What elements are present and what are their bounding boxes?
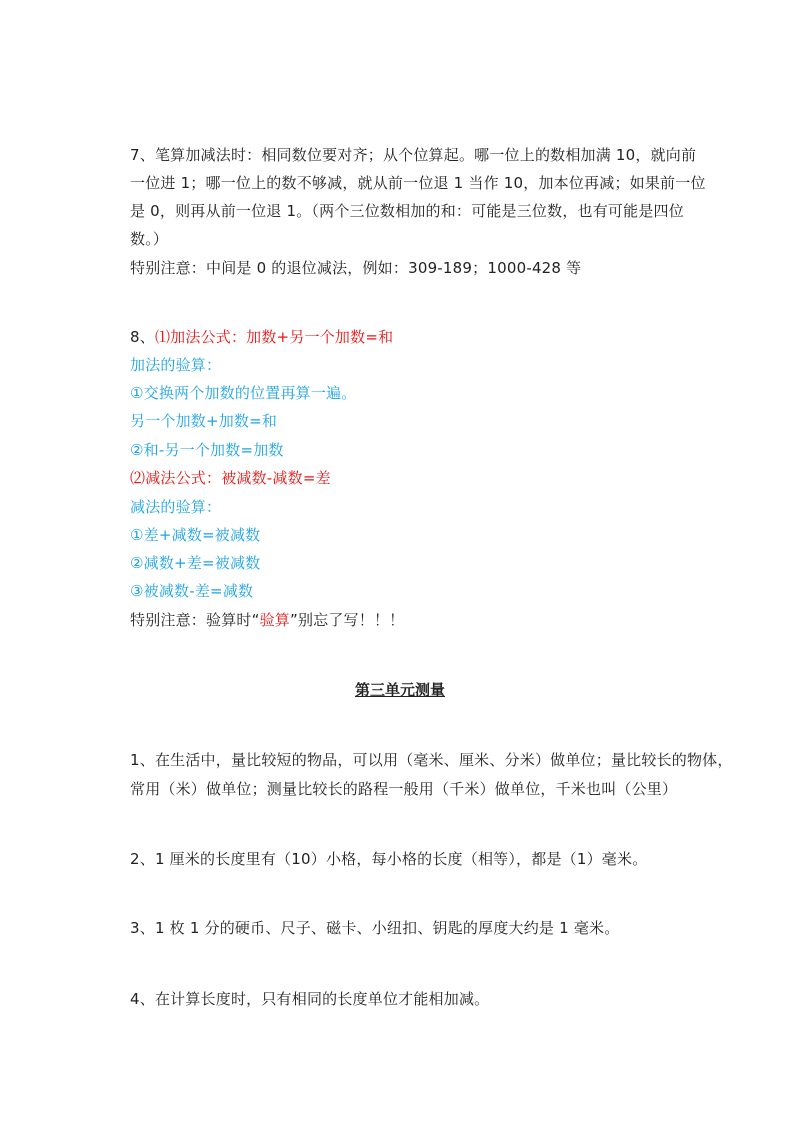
add-formula: ⑴加法公式：加数+另一个加数=和 bbox=[154, 328, 394, 346]
unit3-p1-line2: 常用（米）做单位；测量比较长的路程一般用（千米）做单位，千米也叫（公里） bbox=[130, 780, 678, 798]
unit3-p4: 4、在计算长度时，只有相同的长度单位才能相加减。 bbox=[130, 990, 490, 1008]
item8-add-formula-line bbox=[130, 327, 393, 347]
item7-note: 特别注意：中间是 0 的退位减法，例如：309-189；1000-428 等 bbox=[130, 259, 582, 277]
sub-formula: ⑵减法公式：被减数-减数=差 bbox=[130, 469, 331, 487]
item8-note bbox=[130, 610, 404, 630]
sub-check-1: ①差+减数=被减数 bbox=[130, 526, 261, 544]
item8-prefix: 8、 bbox=[130, 328, 155, 346]
add-check-3: ②和-另一个加数=加数 bbox=[130, 441, 284, 459]
section-title: 第三单元测量 bbox=[354, 681, 445, 699]
sub-check-2: ②减数+差=被减数 bbox=[130, 554, 261, 572]
item7-line3: 是 0，则再从前一位退 1。（两个三位数相加的和：可能是三位数，也有可能是四位 bbox=[130, 202, 684, 220]
note-highlight: 验算 bbox=[259, 611, 290, 629]
item7-line1: 7、笔算加减法时：相同数位要对齐；从个位算起。哪一位上的数相加满 10，就向前 bbox=[130, 146, 697, 164]
sub-check-3: ③被减数-差=减数 bbox=[130, 582, 254, 600]
unit3-p1-line1: 1、在生活中，量比较短的物品，可以用（毫米、厘米、分米）做单位；量比较长的物体， bbox=[130, 751, 733, 769]
item7-line4: 数。） bbox=[130, 230, 169, 248]
add-check-1: ①交换两个加数的位置再算一遍。 bbox=[130, 384, 357, 402]
unit3-p3: 3、1 枚 1 分的硬币、尺子、磁卡、小纽扣、钥匙的厚度大约是 1 毫米。 bbox=[130, 919, 620, 937]
note-prefix: 特别注意：验算时“ bbox=[130, 611, 260, 629]
item7-line2: 一位进 1；哪一位上的数不够减，就从前一位退 1 当作 10，加本位再减；如果前一位 bbox=[130, 174, 706, 192]
note-suffix: ”别忘了写！！！ bbox=[289, 611, 405, 629]
unit3-p2: 2、1 厘米的长度里有（10）小格，每小格的长度（相等），都是（1）毫米。 bbox=[130, 850, 648, 868]
add-check-2: 另一个加数+加数=和 bbox=[130, 412, 278, 430]
add-check-title: 加法的验算： bbox=[130, 356, 222, 374]
sub-check-title: 减法的验算： bbox=[130, 498, 222, 516]
